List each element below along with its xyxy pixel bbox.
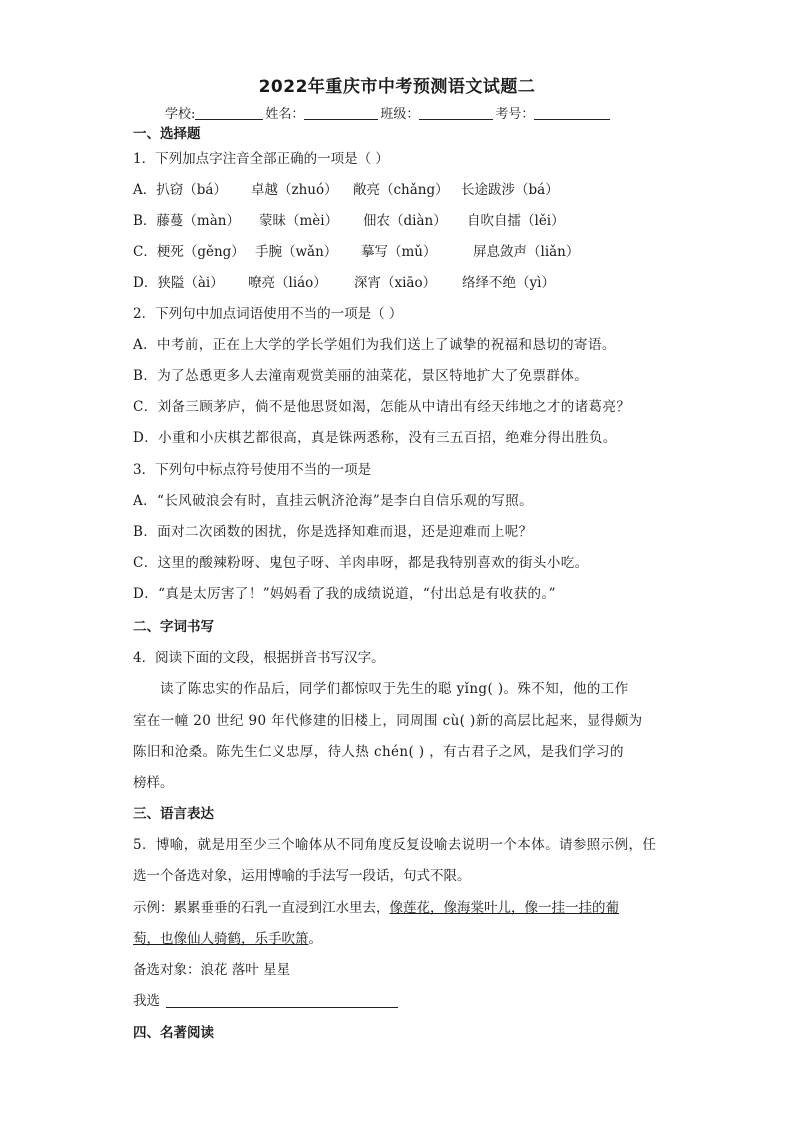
q2-stem: 2．下列句中加点词语使用不当的一项是（ ）: [133, 306, 403, 322]
q5-answer-field[interactable]: [166, 993, 398, 1008]
q1-d-3: 深宵（xiāo）: [354, 275, 437, 291]
q1-d-4: 络绎不绝（yì）: [462, 275, 555, 291]
q5-choose-line: [133, 992, 398, 1010]
q4-passage-line-4: 榜样。: [133, 775, 174, 791]
school-field[interactable]: [195, 106, 263, 120]
section-heading-3: 三、语言表达: [133, 806, 214, 822]
q2-option-b: B．为了怂恿更多人去潼南观赏美丽的油菜花，景区特地扩大了免票群体。: [133, 368, 589, 384]
class-label: 班级：: [380, 107, 420, 122]
q5-example-end: 。: [308, 931, 322, 947]
q3-option-c: C．这里的酸辣粉呀、鬼包子呀、羊肉串呀，都是我特别喜欢的街头小吃。: [133, 555, 589, 571]
section-heading-4: 四、名著阅读: [133, 1025, 214, 1041]
page-title: 2022年重庆市中考预测语文试题二: [258, 77, 536, 97]
q5-example-underlined-2: 萄，也像仙人骑鹤，乐手吹箫: [133, 931, 309, 947]
q5-choose-label: 我选: [133, 993, 160, 1009]
q1-a-3: 敞亮（chǎng）: [353, 182, 449, 198]
q1-d-1: D．狭隘（ài）: [133, 275, 224, 291]
q1-option-c: [133, 243, 579, 261]
q3-stem: 3．下列句中标点符号使用不当的一项是: [133, 462, 372, 478]
q1-c-3: 摹写（mǔ）: [361, 244, 437, 260]
section-heading-2: 二、字词书写: [133, 619, 214, 635]
q4-passage-line-2: 室在一幢 20 世纪 90 年代修建的旧楼上，同周围 cù( )新的高层比起来，显得颇为: [133, 713, 643, 729]
class-field[interactable]: [419, 106, 493, 120]
q1-c-4: 屏息敛声（liǎn）: [473, 244, 580, 260]
q1-a-4: 长途跋涉（bá）: [461, 182, 559, 198]
q5-options: 备选对象：浪花 落叶 星星: [133, 962, 291, 978]
q1-b-4: 自吹自擂（lěi）: [467, 213, 565, 229]
q3-option-a: A．“长风破浪会有时，直挂云帆济沧海”是李白自信乐观的写照。: [133, 493, 534, 509]
q2-option-d: D．小重和小庆棋艺都很高，真是铢两悉称，没有三五百招，绝难分得出胜负。: [133, 430, 617, 446]
q1-d-2: 嘹亮（liáo）: [248, 275, 327, 291]
q1-option-b: [133, 212, 565, 230]
q1-a-1: A．扒窃（bá）: [133, 182, 227, 198]
q4-passage-line-1: 读了陈忠实的作品后，同学们都惊叹于先生的聪 yǐng( )。殊不知，他的工作: [160, 681, 629, 697]
q1-stem: 1．下列加点字注音全部正确的一项是（ ）: [133, 151, 389, 167]
student-info-row: [163, 103, 610, 122]
q2-option-a: A．中考前，正在上大学的学长学姐们为我们送上了诚挚的祝福和恳切的寄语。: [133, 337, 616, 353]
q5-example-line-1: [133, 899, 619, 917]
q1-b-2: 蒙昧（mèi）: [259, 213, 339, 229]
q1-b-3: 佃农（diàn）: [363, 213, 447, 229]
q4-passage-line-3: 陈旧和沧桑。陈先生仁义忠厚，待人热 chén( ) ，有古君子之风，是我们学习的: [133, 744, 624, 760]
q3-option-d: D．“真是太厉害了！”妈妈看了我的成绩说道，“付出总是有收获的。”: [133, 586, 556, 602]
exam-no-field[interactable]: [534, 106, 610, 120]
q5-example-underlined-1: 像莲花，像海棠叶儿，像一挂一挂的葡: [389, 900, 619, 916]
q2-option-c: C．刘备三顾茅庐，倘不是他思贤如渴，怎能从中请出有经天纬地之才的诸葛亮？: [133, 399, 631, 415]
section-heading-1: 一、选择题: [133, 126, 201, 142]
q1-c-2: 手腕（wǎn）: [255, 244, 338, 260]
q1-b-1: B．藤蔓（màn）: [133, 213, 240, 229]
q4-stem: 4．阅读下面的文段，根据拼音书写汉字。: [133, 650, 385, 666]
q1-option-a: [133, 181, 559, 199]
q1-a-2: 卓越（zhuó）: [251, 182, 338, 198]
name-label: 姓名：: [265, 107, 305, 122]
q5-example-line-2: [133, 930, 322, 948]
q3-option-b: B．面对二次函数的困扰，你是选择知难而退，还是迎难而上呢？: [133, 524, 533, 540]
q5-example-prefix: 示例：累累垂垂的石乳一直浸到江水里去，: [133, 900, 390, 916]
school-label: 学校:: [165, 107, 196, 122]
q1-c-1: C．梗死（gěng）: [133, 244, 245, 260]
name-field[interactable]: [304, 106, 378, 120]
q5-line-1: 5．博喻，就是用至少三个喻体从不同角度反复设喻去说明一个本体。请参照示例，任: [133, 837, 657, 853]
q1-option-d: [133, 274, 555, 292]
exam-no-label: 考号：: [495, 107, 535, 122]
q5-line-2: 选一个备选对象，运用博喻的手法写一段话，句式不限。: [133, 868, 471, 884]
